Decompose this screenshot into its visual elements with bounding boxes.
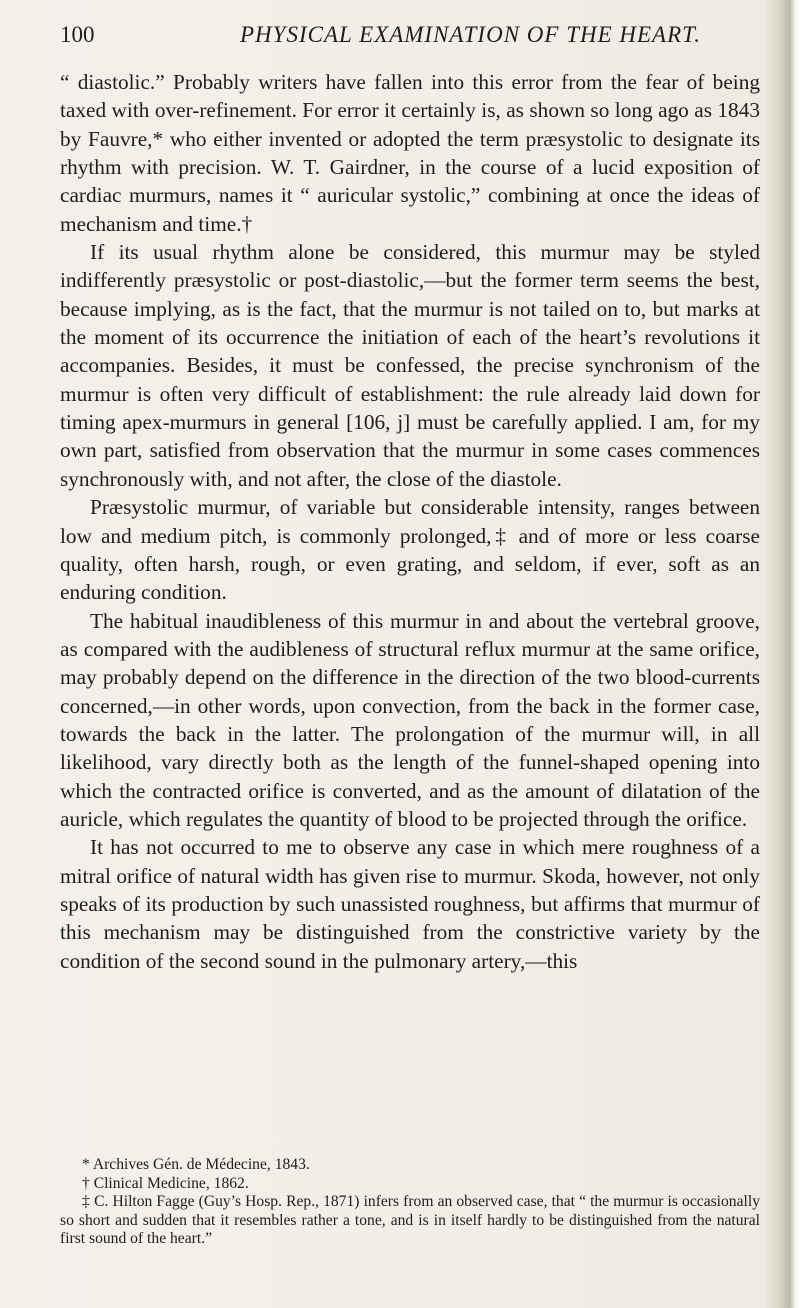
paragraph-4: The habitual inaudibleness of this murmur in and about the vertebral groove, as compared with the audibleness of structural reflux murmur at the same orifice, may probably depend on the difference in the direction of the two blood-currents concerned,—in other words, upon convection, from the back in the former case, towards the back in the latter. The prolongation of the murmur will, in all likelihood, vary directly both as the length of the funnel-shaped opening into which the contracted orifice is converted, and as the amount of dilatation of the auricle, which regulates the quantity of blood to be projected through the orifice. <box>60 608 760 831</box>
running-head <box>60 18 750 58</box>
page-number: 100 <box>60 22 95 47</box>
footnote-1: * Archives Gén. de Médecine, 1843. <box>82 1156 310 1173</box>
paragraph-2: If its usual rhythm alone be considered, this murmur may be styled indifferently præsystolic or post-diastolic,—but the former term seems the best, because implying, as is the fact, that the murmur is not tailed on to, but marks at the moment of its occurrence the initiation of each of the heart’s revolutions it accompanies. Besides, it must be confessed, the precise synchronism of the murmur is often very difficult of establishment: the rule already laid down for timing apex-murmurs in general [106, j] must be carefully applied. I am, for my own part, satisfied from observation that the murmur in some cases commences synchronously with, and not after, the close of the diastole. <box>60 240 760 491</box>
paragraph-5: It has not occurred to me to observe any case in which mere roughness of a mitral orifice of natural width has given rise to murmur. Skoda, however, not only speaks of its production by such unassisted roughness, but affirms that murmur of this mechanism may be distinguished from the constrictive variety by the condition of the second sound in the pulmonary artery,—this <box>60 835 760 973</box>
paragraph-3: Præsystolic murmur, of variable but considerable intensity, ranges between low and medium pitch, is commonly prolonged,‡ and of more or less coarse quality, often harsh, rough, or even grating, and seldom, if ever, soft as an enduring condition. <box>60 495 760 605</box>
paragraph-1: “ diastolic.” Probably writers have fallen into this error from the fear of being taxed with over-refinement. For error it certainly is, as shown so long ago as 1843 by Fauvre,* who either invented or adopted the term præsystolic to designate its rhythm with precision. W. T. Gairdner, in the course of a lucid exposition of cardiac murmurs, names it “ auricular systolic,” combining at once the ideas of mechanism and time.† <box>60 70 760 236</box>
footnote-2: † Clinical Medicine, 1862. <box>82 1174 249 1192</box>
footnotes <box>60 1156 760 1249</box>
running-title: PHYSICAL EXAMINATION OF THE HEART. <box>240 22 701 47</box>
page-edge-shadow <box>766 0 800 1308</box>
footnote-3: ‡ C. Hilton Fagge (Guy’s Hosp. Rep., 1871) infers from an observed case, that “ the murmur is occasionally so short and sudden that it resembles rather a tone, and is in itself hardly to be distinguished from the natural first sound of the heart.” <box>60 1193 760 1248</box>
body-text <box>60 68 760 975</box>
